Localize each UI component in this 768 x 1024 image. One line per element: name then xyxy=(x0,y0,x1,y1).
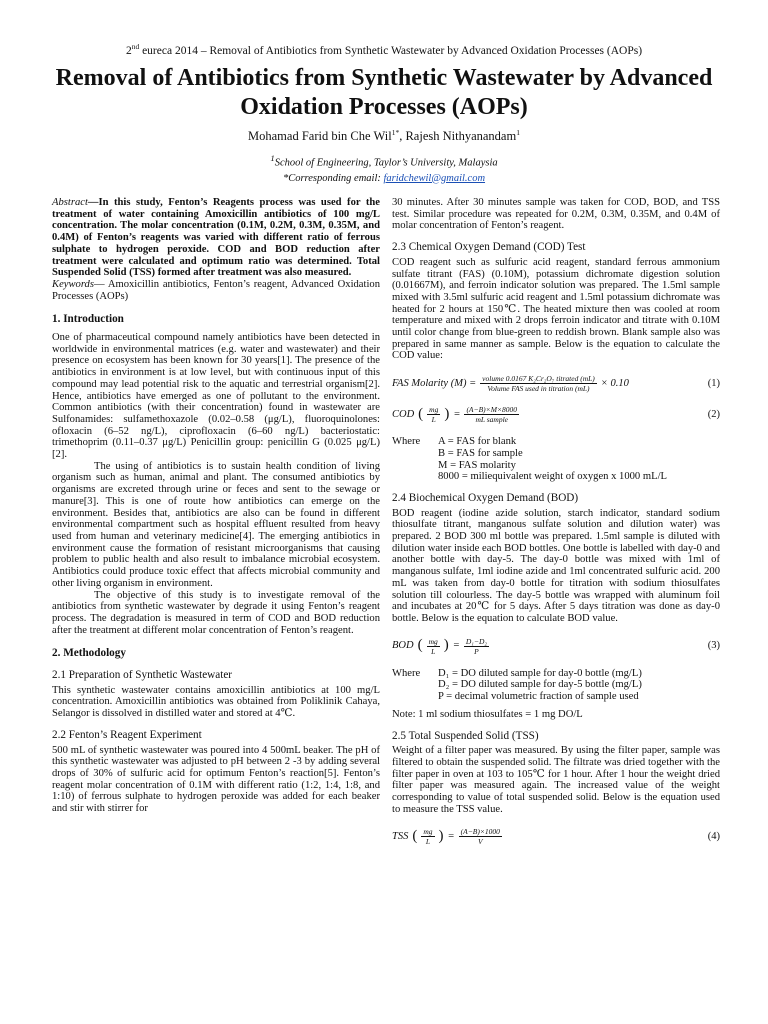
eq4-numerator: (A−B)×1000 xyxy=(460,827,500,837)
affiliation xyxy=(0,151,768,186)
section-2-5-text: Weight of a filter paper was measured. By using the filter paper, sample was filtered to obtain the suspended solid. The filtrate was dried together with the filter paper in oven at 103 to 105℃ for 1 hour. After 1 hour the weight dried filter paper was measured again. The increased value of the weight corresponding to value of total suspended solid. Below is the equation used to measure the TSS value. xyxy=(392,745,720,815)
eq3-lhs: BOD xyxy=(392,640,414,652)
eq1-number: (1) xyxy=(707,377,720,389)
abstract-text: —In this study, Fenton’s Reagents process was used for the treatment of water containing Amoxicillin antibiotics of 100 mg/L concentration. The molar concentration (0.1M, 0.2M, 0.3M, 0.35M, and 0.4M) of Fenton’s reagents was varied with different ratio of ferrous sulphate to hydrogen peroxide. COD and BOD reduction after treatment were calculated and optimum ratio was determined. Total Suspended Solid (TSS) formed after treatment was also measured. xyxy=(52,197,380,279)
section-2-4-heading: 2.4 Biochemical Oxygen Demand (BOD) xyxy=(392,491,579,504)
eq3-numerator: D₁−D₂ xyxy=(465,636,487,646)
eq1-denominator: Volume FAS used in titration (mL) xyxy=(487,384,590,394)
section-2-3-heading: 2.3 Chemical Oxygen Demand (COD) Test xyxy=(392,241,586,254)
header-sup: nd xyxy=(131,42,140,51)
eq1-fraction xyxy=(480,374,597,393)
bod-note: Note: 1 ml sodium thiosulfates = 1 mg DO/L xyxy=(392,708,583,720)
eq1-tail: × 0.10 xyxy=(600,377,629,389)
eq2-denominator: mL sample xyxy=(475,415,509,425)
authors xyxy=(0,128,768,144)
section-2-2-heading: 2.2 Fenton’s Reagent Experiment xyxy=(52,728,202,741)
running-header xyxy=(0,42,768,57)
section-2-2-continued: 30 minutes. After 30 minutes sample was taken for COD, BOD, and TSS test. Similar procedure was repeated for 0.2M, 0.3M, 0.35M, and 0.4M of molar concentration of Fenton’s reagent. xyxy=(392,197,720,232)
eq4-fraction xyxy=(459,827,502,846)
section-2-1-text: This synthetic wastewater contains amoxicillin antibiotics at 100 mg/L concentration. Amoxicillin antibiotics was obtained from Poliklinik Cahaya, Selangor is dissolved in distilled water and stored at 4℃. xyxy=(52,684,380,720)
intro-paragraph-3: The objective of this study is to investigate removal of the antibiotics from synthetic wastewater by degrade it using Fenton’s reagent process. The degradation is measured in term of COD and BOD reduction after the treatment at different molar concentration of Fenton’s reagent. xyxy=(52,589,380,636)
eq3-unit-den: L xyxy=(431,646,436,656)
eq4-denominator: V xyxy=(477,837,483,847)
where-bod-line: P = decimal volumetric fraction of sample used xyxy=(438,691,639,703)
eq4-equals: = xyxy=(447,831,455,843)
keywords-text: — Amoxicillin antibiotics, Fenton’s reagent, Advanced Oxidation Processes (AOPs) xyxy=(52,278,380,302)
eq1-lhs: FAS Molarity (M) = xyxy=(392,377,477,389)
left-column xyxy=(52,197,380,815)
author-sep: , xyxy=(399,129,406,144)
eq3-equals: = xyxy=(452,640,460,652)
section-2-2-text: 500 mL of synthetic wastewater was poured into 4 500mL beaker. The pH of this synthetic wastewater was adjusted to pH between 2 -3 by adding several drops of 30% of sulfuric acid for optimum Fenton’s reaction[5]. Fenton’s reagent molar concentration of 0.1M with different ratio (1:2, 1:4, 1:8, and 1:10) of ferrous sulphate to hydrogen peroxide was added for each beaker and stir with stirrer for xyxy=(52,744,380,815)
methodology-heading: 2. Methodology xyxy=(52,647,126,660)
where-cod xyxy=(392,436,720,483)
where-cod-line: M = FAS molarity xyxy=(438,459,516,471)
author-2-sup: 1 xyxy=(516,128,520,137)
eq2-unit-num: mg xyxy=(429,405,439,415)
author-2: Rajesh Nithyanandam xyxy=(405,129,517,144)
intro-heading: 1. Introduction xyxy=(52,313,124,326)
paper-title: Removal of Antibiotics from Synthetic Wastewater by Advanced Oxidation Processes (AOPs) xyxy=(55,65,713,120)
eq2-equals: = xyxy=(453,408,461,420)
author-1-sup: 1* xyxy=(391,128,400,137)
eq4-lhs: TSS xyxy=(392,831,409,843)
intro-paragraph-2: The using of antibiotics is to sustain health condition of living organism such as human, animal and plant. The consumed antibiotics by organisms are excreted through urine or feces and sent to the sewage or manure[3]. This is one of route how antibiotics can emerge on the environment. Besides that, antibiotics are also can be found in different environmental compartment such as hospital effluent resulted from heavy used from human and veterinary medicine[4]. The emerging antibiotics in environment cause the formation of resistant microorganisms that causing problem to public health and also result to imbalance microbial ecosystem. Antibiotics could produce toxic effect that affects microbial community and other living organism in environment. xyxy=(52,460,380,589)
where-bod xyxy=(392,668,720,703)
eq3-unit-num: mg xyxy=(428,636,438,646)
eq4-unit-den: L xyxy=(425,837,431,847)
where-cod-line: A = FAS for blank xyxy=(438,436,517,448)
eq4-unit-num: mg xyxy=(423,827,433,837)
equation-1 xyxy=(392,374,720,393)
where-cod-label: Where xyxy=(392,436,421,448)
eq4-number: (4) xyxy=(707,831,720,843)
affiliation-school: School of Engineering, Taylor’s University, Malaysia xyxy=(274,157,498,169)
equation-2: COD ( $\frac{mg}{L}$ ) = $\frac{(A-B)\times M\times 8000}{\text{mL sample}}$ (2) xyxy=(392,405,720,425)
eq2-lhs: COD xyxy=(392,408,415,420)
eq2-numerator: (A−B)×M×8000 xyxy=(466,405,518,415)
header-prefix: 2 xyxy=(125,44,132,57)
eq3-fraction xyxy=(464,637,489,656)
eq2-unit-den: L xyxy=(431,415,436,425)
keywords-label: Keywords xyxy=(52,278,94,290)
affiliation-sup: 1 xyxy=(270,153,275,163)
section-2-4-text: BOD reagent (iodine azide solution, starch indicator, standard sodium thiosulfate titrant, manganous sulfate solution and dilution water) was prepared. 2 BOD 300 ml bottle was prepared. 1.5ml sample is diluted with dilution water inside each BOD bottles. One bottle is labelled with day-0 and another bottle with day-5. The day-0 bottle was mixed with 1ml of manganous sulfate, 1ml iodine azide and 1ml concentrated sulfuric acid. 200 mL was taken from day-0 bottle for titration with sodium thiosulfates solution till colourless. The day-5 bottle was wrapped with aluminum foil and incubates at 20℃ for 5 days. After 5 days titration was done as day-0 bottle. Below is the equation to calculate BOD value. xyxy=(392,507,720,624)
right-column xyxy=(392,197,720,858)
email-link[interactable]: faridchewil@gmail.com xyxy=(383,172,486,184)
eq4-unit xyxy=(421,827,434,846)
eq2-number: (2) xyxy=(707,408,720,420)
eq2-unit xyxy=(427,405,440,424)
section-2-5-heading: 2.5 Total Suspended Solid (TSS) xyxy=(392,729,539,742)
equation-3: BOD ( $\frac{mg}{L}$ ) = $\frac{\text{D₁−D₂}}{P}$ (3) xyxy=(392,636,720,656)
where-cod-line: B = FAS for sample xyxy=(438,447,523,459)
abstract xyxy=(52,197,380,279)
where-bod-label: Where xyxy=(392,667,421,679)
abstract-label: Abstract xyxy=(52,197,88,208)
eq1-numerator: volume 0.0167 K₂Cr₂O₇ titrated (mL) xyxy=(482,374,595,384)
where-bod-line: D₂ = DO diluted sample for day-5 bottle (mg/L) xyxy=(438,679,642,691)
where-bod-line: D₁ = DO diluted sample for day-0 bottle (mg/L) xyxy=(438,667,642,679)
keywords xyxy=(52,279,380,302)
equation-4: TSS ( $\frac{mg}{L}$ ) = $\frac{(A-B)\times 1000}{V}$ (4) xyxy=(392,827,720,847)
corresponding-label: *Corresponding email: xyxy=(282,172,384,184)
section-2-1-heading: 2.1 Preparation of Synthetic Wastewater xyxy=(52,669,233,682)
intro-paragraph-1: One of pharmaceutical compound namely antibiotics have been detected in worldwide in environmental matrices (e.g. water and wastewater) and their presence on ecosystem has been known for 30 years[1]. The presence of the antibiotics in environment is at low level, but with continuous input of this compound may lead potential risk to the aquatic and terrestrial organism[2]. Hence, antibiotics have emerged as one of pollutant to the environment. Common antibiotics (with their concentration) found in wastewater are Sulfonamides: sulfamethoxazole (0.02–0.58 (μg/L), fluoroquinolones: ofloxacin (6–52 ng/L), ciprofloxacin (6–60 ng/L) bacteriostatic: trimethoprim (0.11–0.37 μg/L) Penicillin group: penicillin G (0.025 μg/L)[2]. xyxy=(52,332,380,461)
where-cod-line: 8000 = miliequivalent weight of oxygen x 1000 mL/L xyxy=(438,471,667,483)
section-2-3-text: COD reagent such as sulfuric acid reagent, standard ferrous ammonium sulfate titrant (FAS) (0.10M), potassium dichromate digestion solution (0.01667M), and ferroin indicator solution was prepared. The 1.5ml sample mixed with 3.5ml sulfuric acid reagent and 1.5ml potassium dichromate was heated for 2 hours at 150℃. The heated mixture then was cooled at room temperature and mixed with 2 drops ferroin indicator and titrate with 0.10M until color change from blue-green to reddish brown. Blank sample also was prepared in same manner as sample. Below is the equation to calculate the COD value: xyxy=(392,256,720,362)
eq3-unit xyxy=(427,637,440,656)
eq3-number: (3) xyxy=(707,640,720,652)
author-1: Mohamad Farid bin Che Wil xyxy=(248,129,392,144)
eq3-denominator: P xyxy=(474,646,479,656)
header-text: eureca 2014 – Removal of Antibiotics from Synthetic Wastewater by Advanced Oxidation Processes (AOPs) xyxy=(139,44,643,57)
eq2-fraction xyxy=(464,405,519,424)
